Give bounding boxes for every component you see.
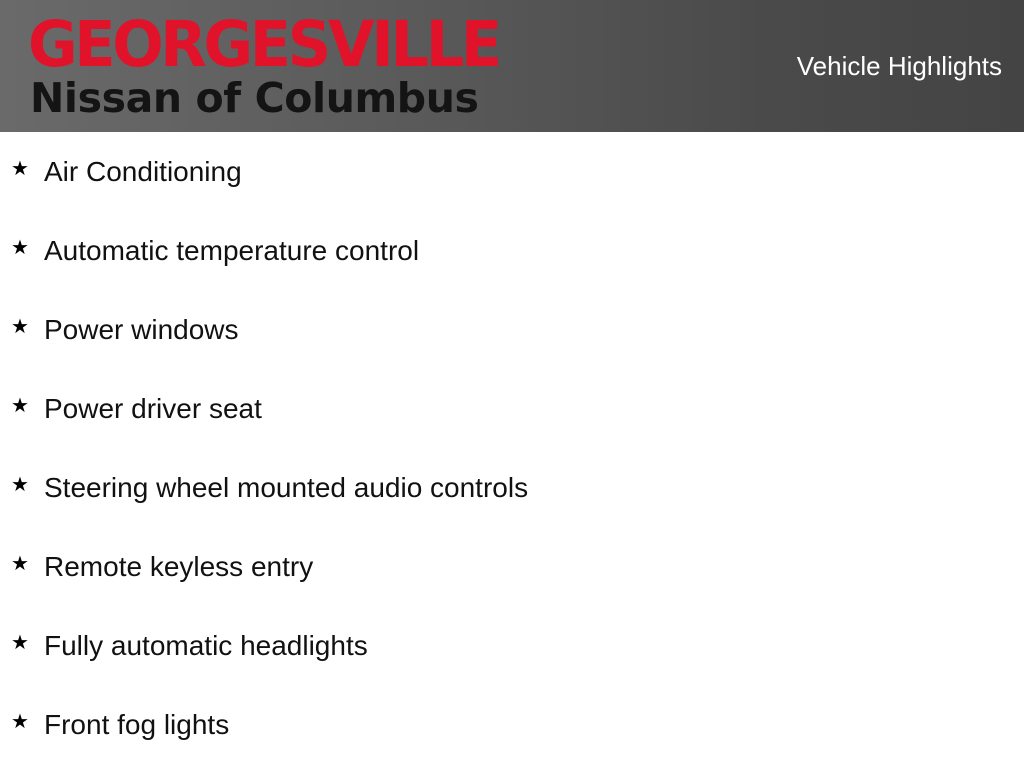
highlight-item	[0, 685, 1024, 764]
page-title: Vehicle Highlights	[796, 51, 1002, 81]
highlight-label: Steering wheel mounted audio controls	[44, 472, 529, 503]
logo-line-nissan-of-columbus: Nissan of Columbus	[30, 74, 479, 122]
highlight-label: Power driver seat	[44, 393, 262, 424]
star-icon: ★	[11, 393, 29, 417]
star-icon: ★	[11, 551, 29, 575]
header-banner	[0, 0, 1024, 132]
highlight-label: Remote keyless entry	[44, 551, 314, 582]
logo-line-georgesville: GEORGESVILLE	[28, 8, 499, 81]
star-icon: ★	[11, 472, 29, 496]
highlight-label: Fully automatic headlights	[44, 630, 368, 661]
highlight-label: Automatic temperature control	[44, 235, 420, 266]
vehicle-highlights-list	[0, 132, 1024, 764]
highlight-item	[0, 132, 1024, 211]
highlight-item	[0, 211, 1024, 290]
highlight-item	[0, 606, 1024, 685]
highlight-item	[0, 527, 1024, 606]
dealer-logo	[28, 8, 573, 122]
highlight-item	[0, 448, 1024, 527]
highlight-item	[0, 290, 1024, 369]
star-icon: ★	[11, 630, 29, 654]
star-icon: ★	[11, 235, 29, 259]
highlight-label: Front fog lights	[44, 709, 230, 740]
highlight-label: Power windows	[44, 314, 239, 345]
star-icon: ★	[11, 314, 29, 338]
star-icon: ★	[11, 156, 29, 180]
star-icon: ★	[11, 709, 29, 733]
highlight-item	[0, 369, 1024, 448]
highlight-label: Air Conditioning	[44, 156, 242, 187]
